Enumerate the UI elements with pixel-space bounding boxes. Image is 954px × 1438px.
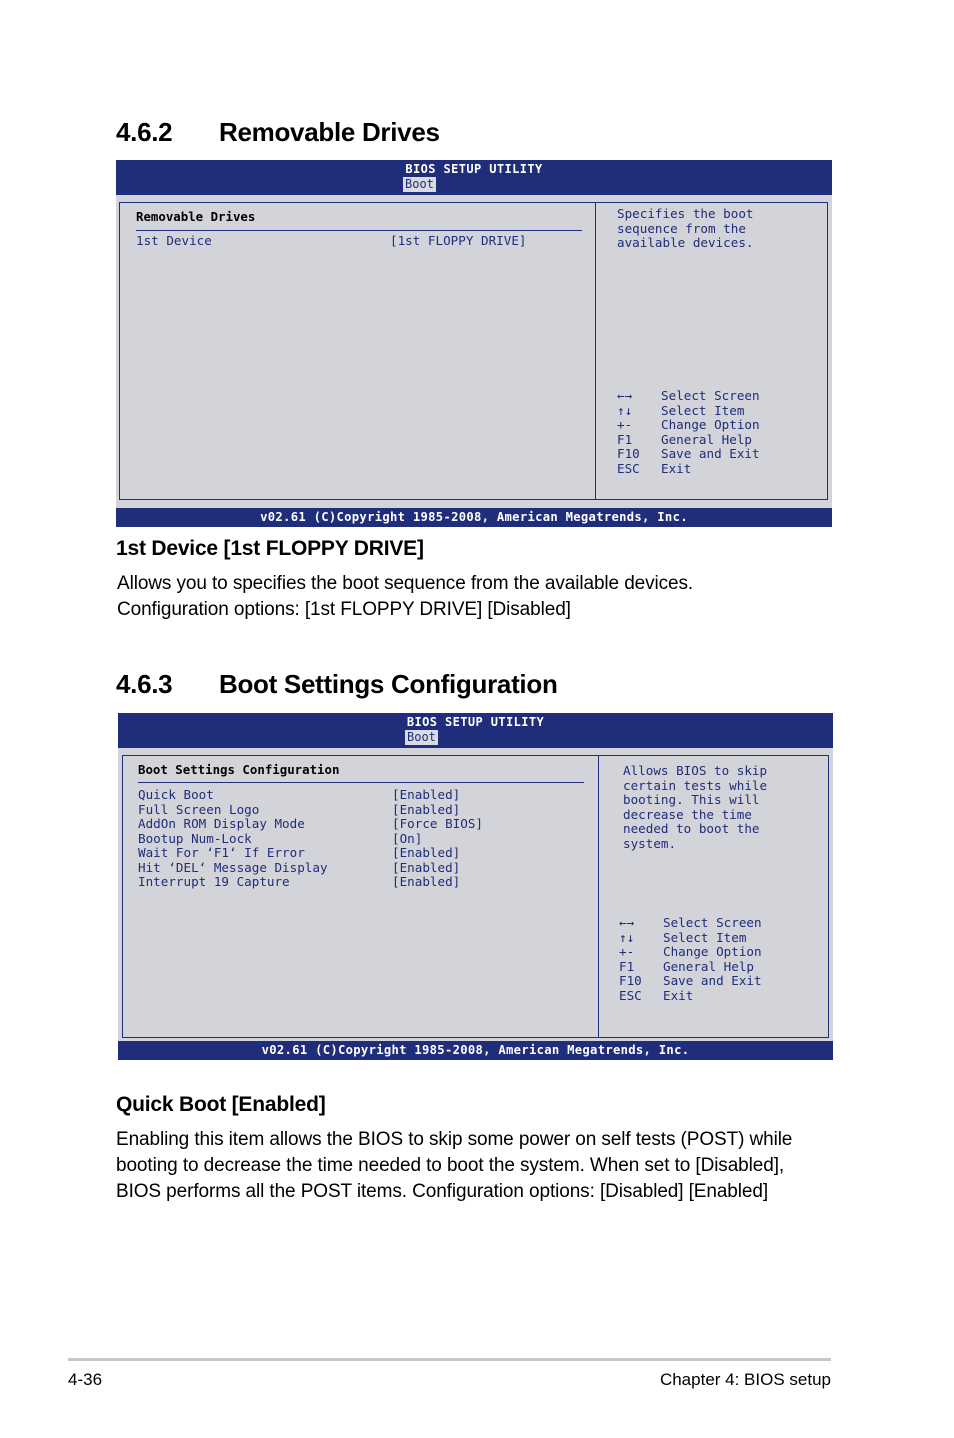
bios-settings-panel — [122, 755, 599, 1038]
tab-boot[interactable]: Boot — [407, 730, 436, 744]
section-title: Removable Drives — [219, 117, 440, 147]
tab-boot[interactable]: Boot — [405, 177, 434, 191]
description-line: Configuration options: [1st FLOPPY DRIVE] [Disabled] — [117, 599, 571, 620]
bios-setting-label: Hit ‘DEL‘ Message Display — [138, 859, 328, 875]
item-description-1st-device — [117, 571, 693, 623]
key-name: ESC — [617, 460, 640, 476]
key-description: Exit — [663, 987, 694, 1003]
key-description: Select Screen — [663, 915, 762, 930]
key-name: F1 — [619, 958, 635, 974]
bios-setting-row[interactable] — [136, 234, 576, 249]
bios-copyright-footer: v02.61 (C)Copyright 1985-2008, American Megatrends, Inc. — [118, 1041, 833, 1060]
key-description: General Help — [661, 431, 752, 447]
bios-setting-value[interactable]: [Enabled] — [392, 845, 461, 860]
bios-help-text: Specifies the boot sequence from the available devices. — [617, 206, 754, 250]
bios-help-panel — [595, 202, 828, 500]
bios-header-text: BIOS SETUP UTILITY — [406, 715, 545, 729]
bios-setting-value[interactable]: [On] — [392, 830, 423, 846]
key-name: ←→ — [619, 915, 635, 930]
bios-setting-label: Full Screen Logo — [138, 801, 260, 817]
key-description: Select Item — [663, 929, 747, 945]
key-name: ←→ — [617, 388, 633, 403]
bios-screenshot-boot-settings — [118, 713, 833, 1060]
key-description: Save and Exit — [663, 973, 762, 988]
bios-screenshot-removable-drives — [116, 160, 832, 527]
bios-section-title: Boot Settings Configuration — [138, 762, 340, 777]
bios-setting-label: AddOn ROM Display Mode — [138, 816, 305, 831]
key-name: ↑↓ — [617, 402, 633, 418]
bios-setting-value[interactable]: [Enabled] — [392, 801, 461, 817]
bios-setting-row[interactable] — [138, 861, 578, 876]
bios-setting-label: Interrupt 19 Capture — [138, 874, 290, 889]
bios-setting-label: 1st Device — [136, 233, 212, 248]
key-description: Select Screen — [661, 388, 760, 403]
description-line: Enabling this item allows the BIOS to skip some power on self tests (POST) while — [116, 1129, 793, 1150]
bios-section-divider — [138, 782, 584, 783]
section-heading-removable-drives — [116, 117, 616, 151]
bios-title-bar — [118, 713, 833, 748]
description-line: BIOS performs all the POST items. Configuration options: [Disabled] [Enabled] — [116, 1181, 768, 1202]
bios-setting-row[interactable] — [138, 817, 578, 832]
key-description: Exit — [661, 460, 692, 476]
bios-main-area — [116, 195, 832, 508]
key-description: Change Option — [663, 944, 762, 959]
bios-header-text: BIOS SETUP UTILITY — [405, 162, 543, 176]
key-name: ESC — [619, 987, 642, 1003]
bios-setting-value[interactable]: [1st FLOPPY DRIVE] — [390, 233, 527, 248]
bios-setting-row[interactable] — [138, 788, 578, 803]
key-name: ↑↓ — [619, 929, 635, 945]
chapter-label: Chapter 4: BIOS setup — [659, 1370, 831, 1389]
section-heading-boot-settings — [116, 669, 716, 703]
key-name: +- — [619, 944, 635, 959]
item-heading-quick-boot: Quick Boot [Enabled] — [116, 1093, 326, 1116]
key-name: F1 — [617, 431, 633, 447]
section-title: Boot Settings Configuration — [219, 669, 558, 699]
key-description: Save and Exit — [661, 446, 760, 461]
key-name: +- — [617, 417, 633, 432]
bios-setting-label: Wait For ‘F1‘ If Error — [138, 845, 305, 860]
bios-setting-value[interactable]: [Force BIOS] — [392, 816, 483, 831]
bios-setting-value[interactable]: [Enabled] — [392, 874, 461, 889]
bios-section-title: Removable Drives — [136, 209, 256, 224]
item-description-quick-boot — [116, 1127, 792, 1205]
bios-setting-label: Bootup Num-Lock — [138, 830, 252, 846]
section-number: 4.6.2 — [116, 117, 173, 147]
description-line: booting to decrease the time needed to boot the system. When set to [Disabled], — [116, 1155, 785, 1176]
page-footer-rule — [68, 1358, 831, 1361]
bios-copyright-footer: v02.61 (C)Copyright 1985-2008, American Megatrends, Inc. — [116, 508, 832, 527]
bios-main-area — [118, 748, 833, 1041]
item-heading-1st-device: 1st Device [1st FLOPPY DRIVE] — [116, 537, 424, 560]
key-name: F10 — [619, 973, 642, 988]
bios-setting-row[interactable] — [138, 846, 578, 861]
bios-setting-row[interactable] — [138, 803, 578, 818]
key-description: General Help — [663, 958, 754, 974]
key-name: F10 — [617, 446, 640, 461]
page-number: 4-36 — [68, 1370, 103, 1389]
bios-help-text: Allows BIOS to skip certain tests while booting. This will decrease the time needed to boot the system. — [623, 763, 768, 851]
description-line: Allows you to specifies the boot sequence from the available devices. — [117, 573, 694, 594]
bios-setting-value[interactable]: [Enabled] — [392, 787, 461, 802]
key-description: Change Option — [661, 417, 760, 432]
bios-setting-label: Quick Boot — [138, 787, 214, 802]
bios-settings-panel — [119, 202, 596, 500]
section-number: 4.6.3 — [116, 669, 173, 699]
bios-setting-value[interactable]: [Enabled] — [392, 859, 461, 875]
key-description: Select Item — [661, 402, 745, 418]
bios-help-panel — [598, 755, 829, 1038]
bios-setting-row[interactable] — [138, 832, 578, 847]
bios-title-bar — [116, 160, 832, 195]
bios-section-divider — [136, 230, 582, 231]
bios-setting-row[interactable] — [138, 875, 578, 890]
